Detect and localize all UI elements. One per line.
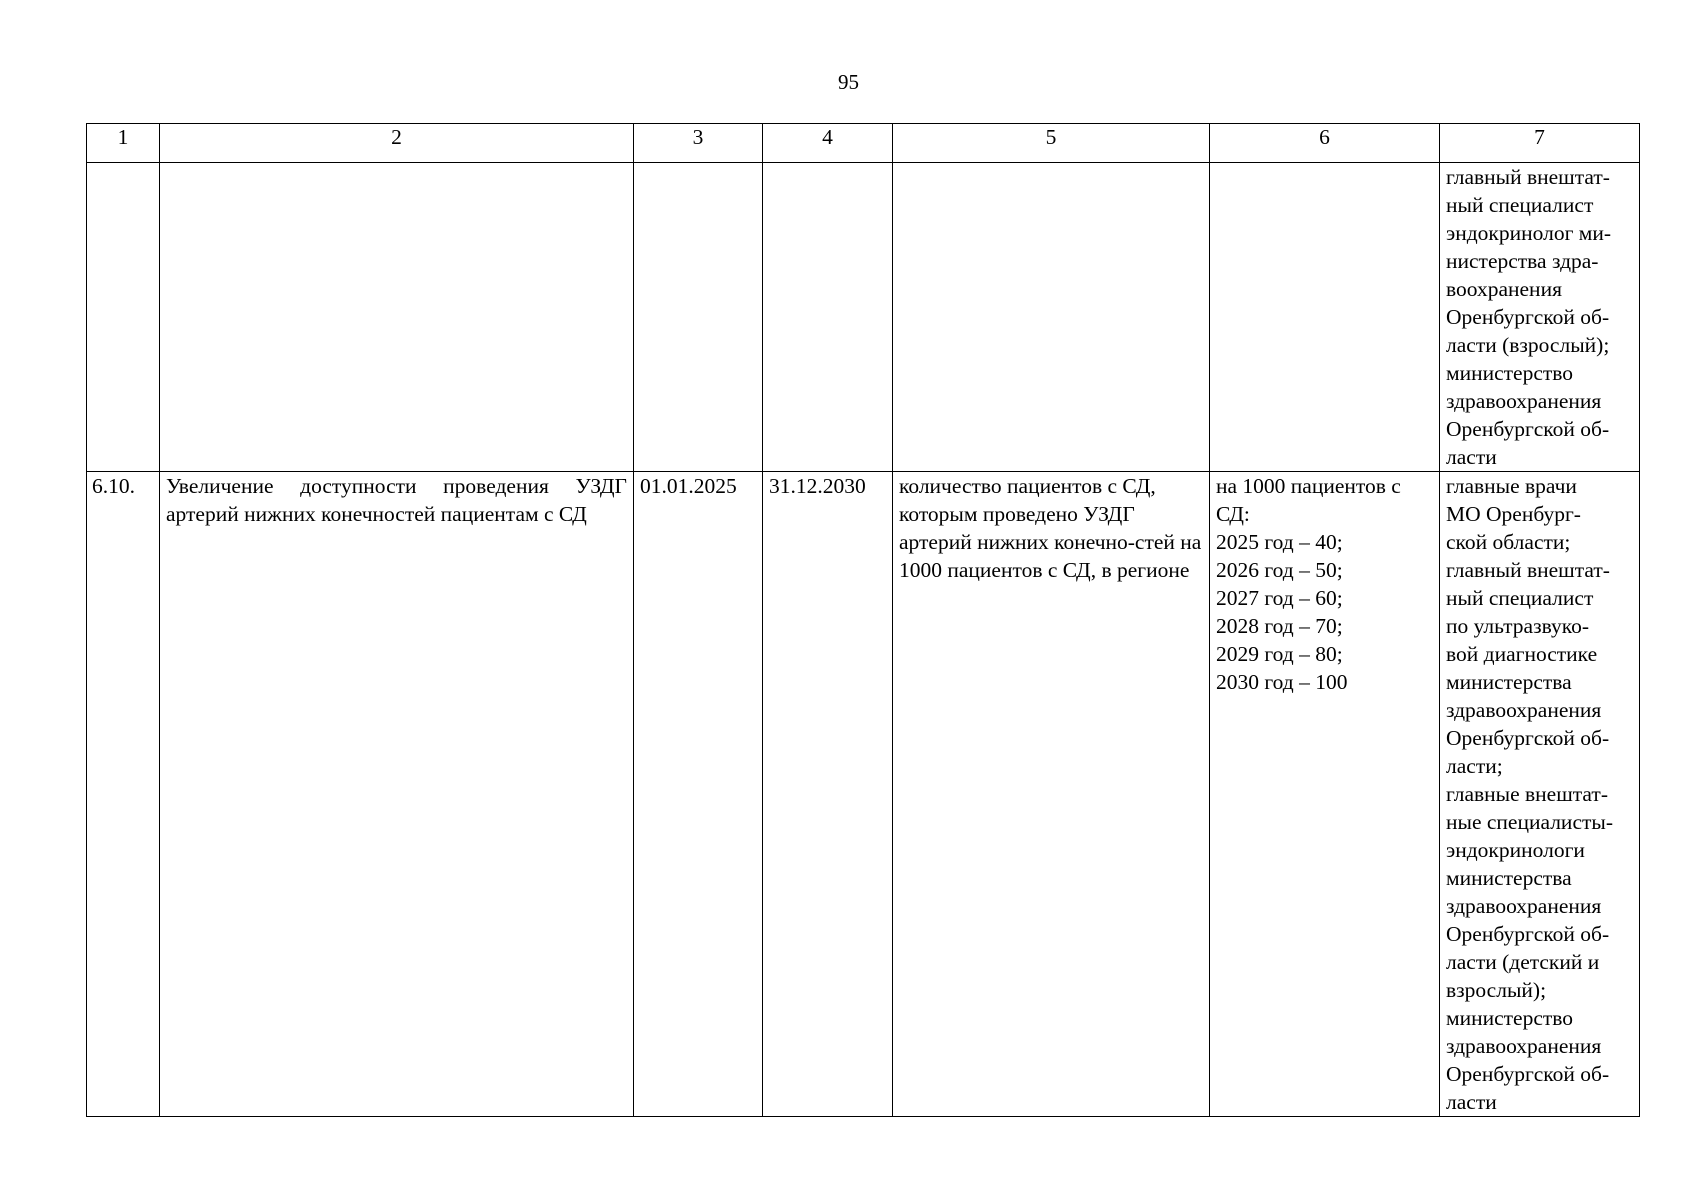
activity-cell: Увеличение доступности проведения УЗДГ артерий нижних конечностей пациентам с СД [160, 472, 634, 1117]
value-line: СД: [1216, 502, 1250, 526]
table-cell [893, 163, 1210, 472]
table-cell [160, 163, 634, 472]
responsible-line: Оренбургской об- [1446, 417, 1610, 441]
responsible-line: главные внештат- [1446, 782, 1608, 806]
responsible-line: ской области; [1446, 530, 1571, 554]
responsible-line: ласти (детский и [1446, 950, 1600, 974]
responsible-line: эндокринолог ми- [1446, 221, 1612, 245]
responsible-line: главные врачи [1446, 474, 1577, 498]
responsible-line: министерство [1446, 361, 1574, 385]
value-line: 2030 год – 100 [1216, 670, 1348, 694]
responsible-line: Оренбургской об- [1446, 305, 1610, 329]
responsible-line: ный специалист [1446, 193, 1594, 217]
start-date-cell: 01.01.2025 [634, 472, 763, 1117]
responsible-line: Оренбургской об- [1446, 922, 1610, 946]
column-header: 7 [1440, 124, 1640, 163]
responsible-line: по ультразвуко- [1446, 614, 1590, 638]
column-header: 3 [634, 124, 763, 163]
responsible-line: здравоохранения [1446, 698, 1602, 722]
responsible-line: министерство [1446, 1006, 1574, 1030]
page-number: 95 [838, 70, 859, 94]
table-row [87, 472, 1640, 1117]
table-cell [763, 163, 893, 472]
responsible-line: взрослый); [1446, 978, 1547, 1002]
responsible-line: Оренбургской об- [1446, 1062, 1610, 1086]
column-header: 1 [87, 124, 160, 163]
table-cell [87, 163, 160, 472]
indicator-cell: количество пациентов с СД, которым проведено УЗДГ артерий нижних конечно-стей на 1000 пациентов с СД, в регионе [893, 472, 1210, 1117]
responsible-line: ласти; [1446, 754, 1503, 778]
responsible-line: нистерства здра- [1446, 249, 1599, 273]
table-cell [1210, 163, 1440, 472]
value-line: 2028 год – 70; [1216, 614, 1343, 638]
responsible-cell [1440, 163, 1640, 472]
end-date-cell: 31.12.2030 [763, 472, 893, 1117]
responsible-line: воохранения [1446, 277, 1562, 301]
value-line: 2029 год – 80; [1216, 642, 1343, 666]
row-number: 6.10. [87, 472, 160, 1117]
column-header: 4 [763, 124, 893, 163]
responsible-line: ласти [1446, 445, 1497, 469]
table-header-row [87, 124, 1640, 163]
responsible-line: здравоохранения [1446, 894, 1602, 918]
responsible-line: главный внештат- [1446, 165, 1610, 189]
responsible-line: здравоохранения [1446, 389, 1602, 413]
responsible-line: ные специалисты- [1446, 810, 1613, 834]
responsible-line: здравоохранения [1446, 1034, 1602, 1058]
responsible-line: министерства [1446, 670, 1572, 694]
responsible-line: министерства [1446, 866, 1572, 890]
table-cell [634, 163, 763, 472]
responsible-line: МО Оренбург- [1446, 502, 1581, 526]
responsible-line: Оренбургской об- [1446, 726, 1610, 750]
plan-table [86, 123, 1640, 1117]
responsible-line: эндокринологи [1446, 838, 1585, 862]
values-cell [1210, 472, 1440, 1117]
responsible-line: главный внештат- [1446, 558, 1610, 582]
value-line: на 1000 пациентов с [1216, 474, 1401, 498]
table-row [87, 163, 1640, 472]
responsible-line: ласти (взрослый); [1446, 333, 1610, 357]
column-header: 2 [160, 124, 634, 163]
responsible-line: ный специалист [1446, 586, 1594, 610]
value-line: 2027 год – 60; [1216, 586, 1343, 610]
column-header: 6 [1210, 124, 1440, 163]
column-header: 5 [893, 124, 1210, 163]
responsible-line: ласти [1446, 1090, 1497, 1114]
value-line: 2025 год – 40; [1216, 530, 1343, 554]
responsible-line: вой диагностике [1446, 642, 1598, 666]
value-line: 2026 год – 50; [1216, 558, 1343, 582]
responsible-cell [1440, 472, 1640, 1117]
